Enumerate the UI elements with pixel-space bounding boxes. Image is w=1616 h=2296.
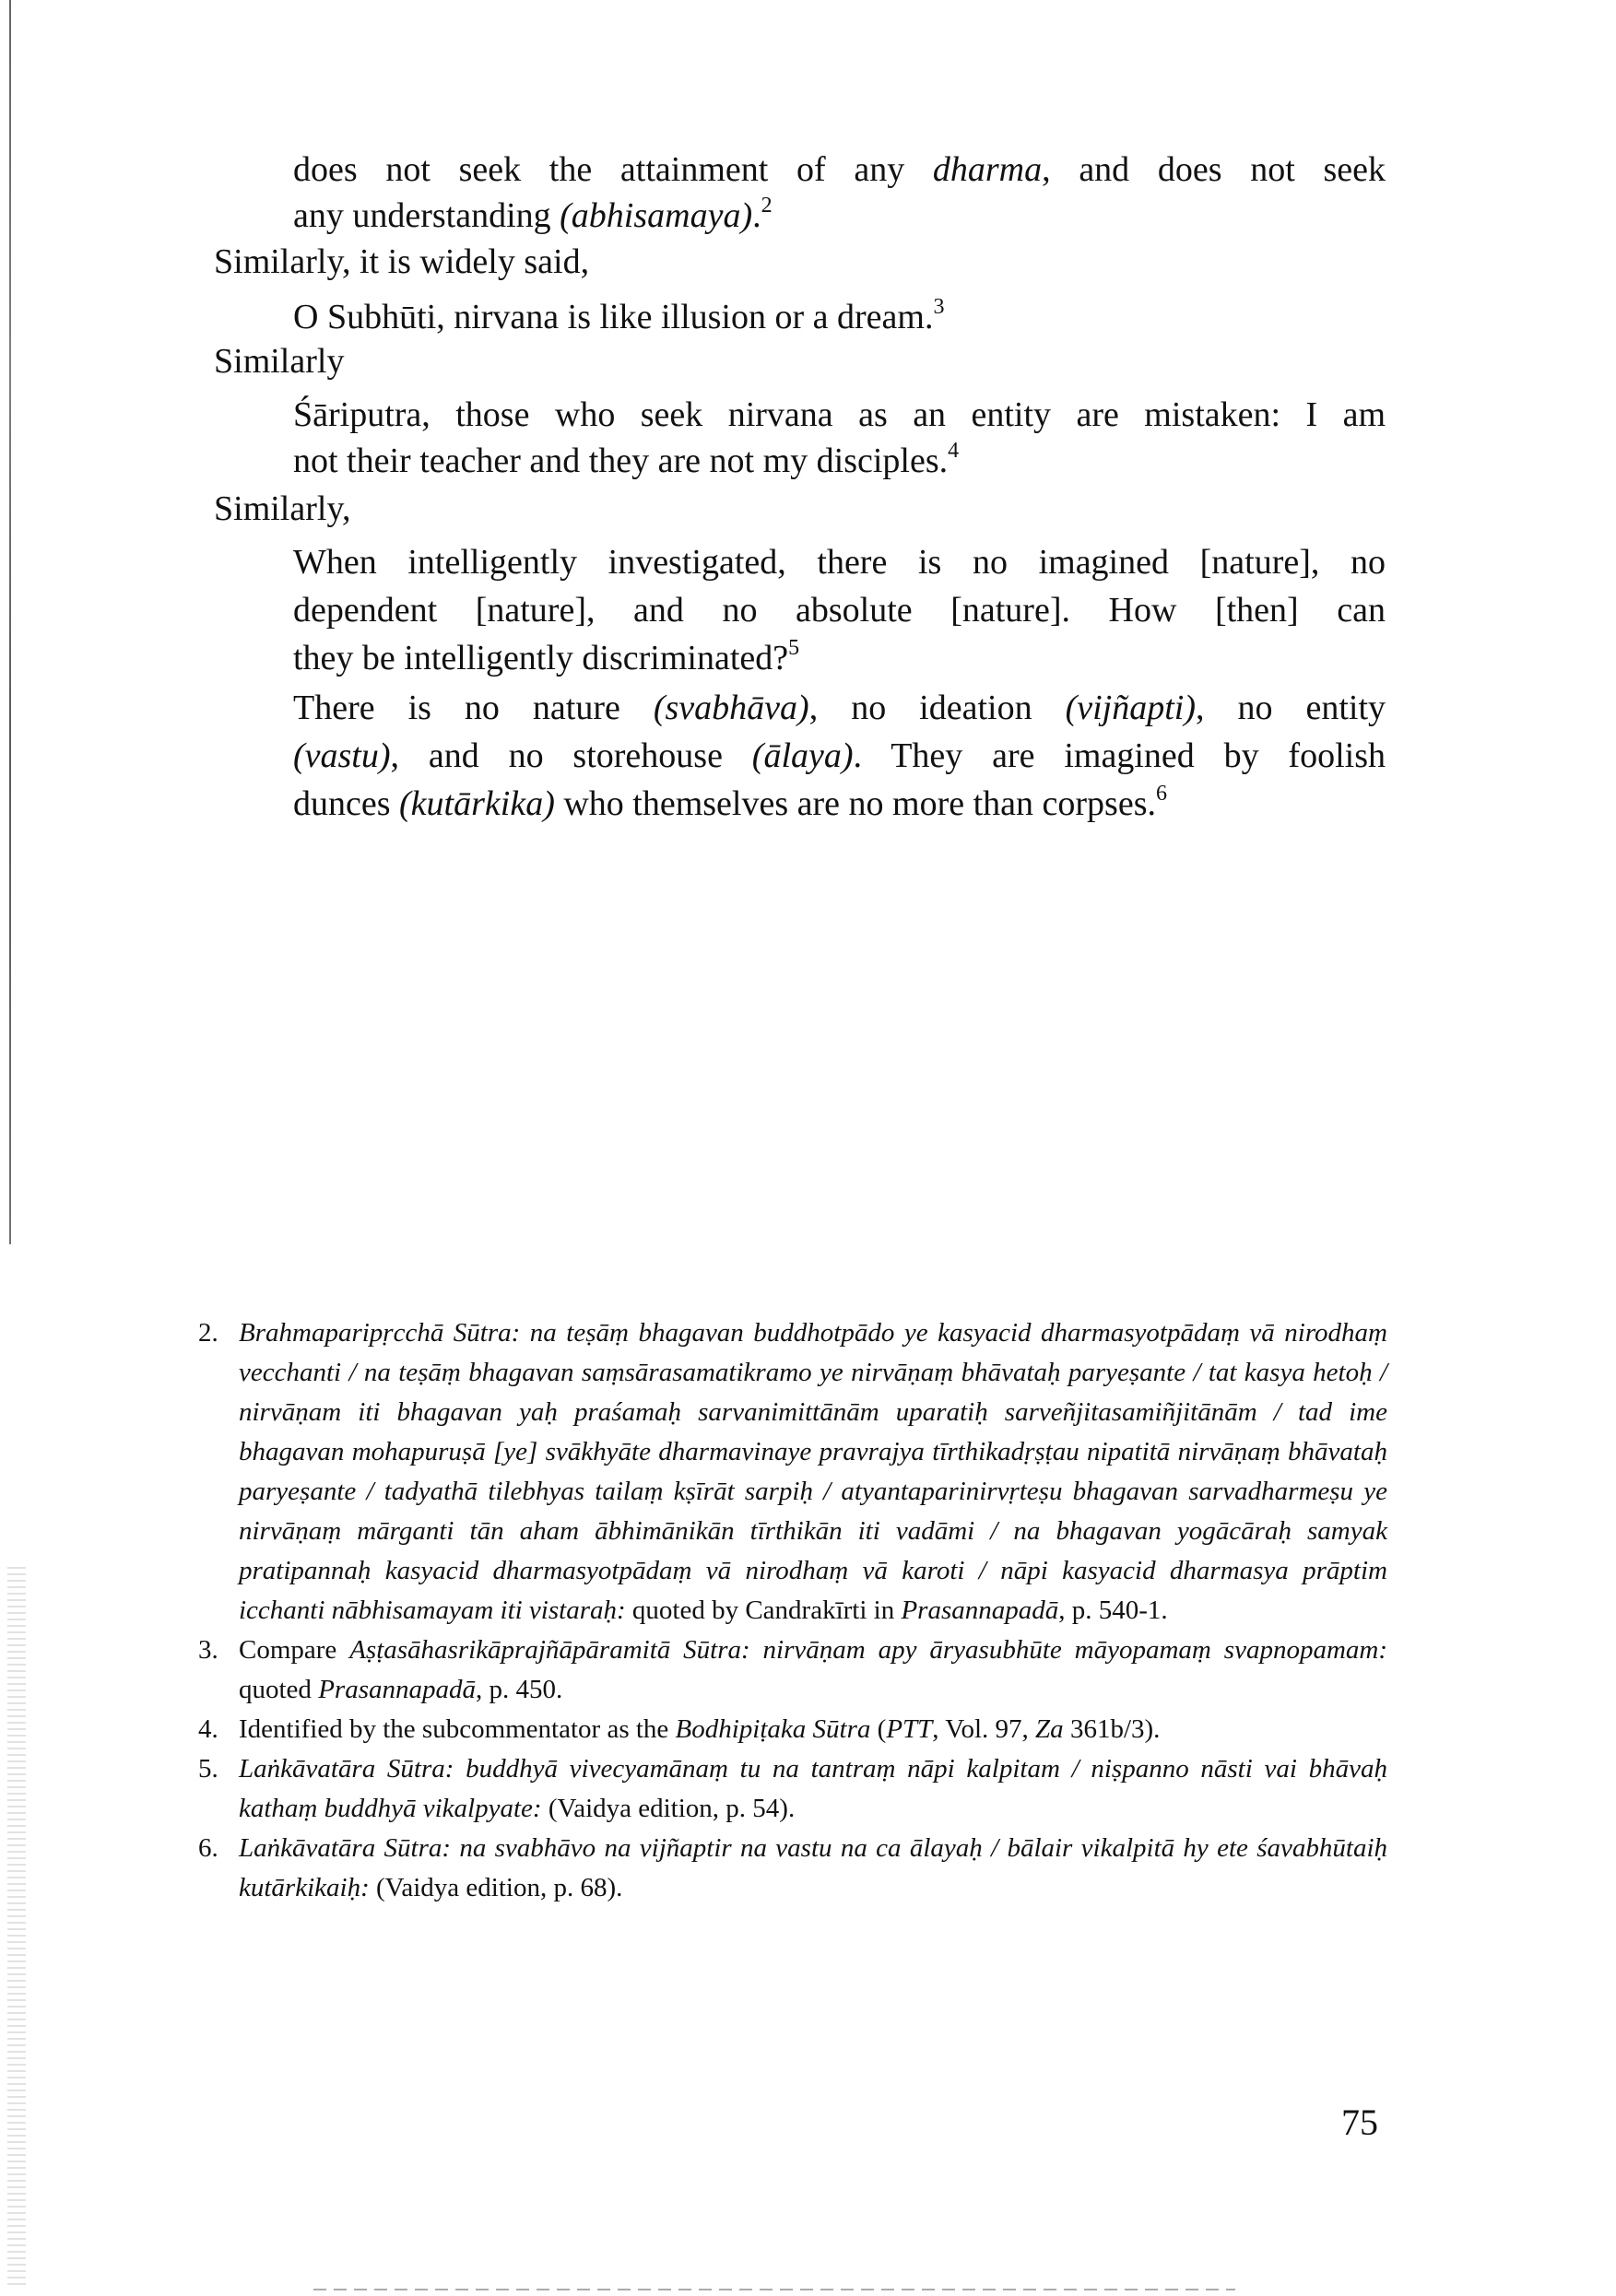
footnote-ref-3: 3 [933,295,945,320]
quote2: O Subhūti, nirvana is like illusion or a dream.$^3$ [293,295,945,336]
footnote-3 [198,1631,1387,1710]
footnote-number: 3. [198,1635,218,1665]
footnote-ref-2: 2 [761,194,773,218]
quote4-line3: they be intelligently discriminated?$^5$ [293,636,800,677]
scan-edge-artifact [9,0,11,1244]
footnote-number: 2. [198,1318,218,1348]
footnote-ref-4: 4 [948,439,960,464]
footnote-6 [198,1829,1387,1908]
footnote-text: Laṅkāvatāra Sūtra: na svabhāvo na vijñaptir na vastu na ca ālayaḥ / bālair vikalpitā hy ete śavabhūtaiḥ kutārkikaiḥ: (Vaidya edition, p. 68). [239,1833,1387,1902]
intro-similarly: Similarly [214,342,345,381]
intro-similarly-widely-said: Similarly, it is widely said, [214,242,590,281]
intro-similarly-comma: Similarly, [214,489,351,528]
footnote-number: 6. [198,1833,218,1863]
footnote-text: Compare Aṣṭasāhasrikāprajñāpāramitā Sūtra: nirvāṇam apy āryasubhūte māyopamaṃ svapnopamam: quoted Prasannapadā, p. 450. [239,1635,1387,1704]
footnote-5 [198,1749,1387,1829]
quote5-line1: There is no nature (svabhāva), no ideation (vijñapti), no entity [293,689,1386,727]
footnotes [198,1313,1387,1908]
footnote-text: Brahmaparipṛcchā Sūtra: na teṣāṃ bhagavan buddhotpādo ye kasyacid dharmasyotpādaṃ vā nirodhaṃ vecchanti / na teṣāṃ bhagavan saṃsārasamatikramo ye nirvāṇaṃ bhāvataḥ paryeṣante / tat kasya hetoḥ / nirvāṇam iti bhagavan yaḥ praśamaḥ sarvanimittānām uparatiḥ sarveñjitasamiñjitānām / tad ime bhagavan mohapuruṣā [ye] svākhyāte dharmavinaye pravrajya tīrthikadṛṣṭau nipatitā nirvāṇaṃ bhāvataḥ paryeṣante / tadyathā tilebhyas tailaṃ kṣīrāt sarpiḥ / atyantaparinirvṛteṣu bhagavan sarvadharmeṣu ye nirvāṇaṃ mārganti tān aham ābhimānikān tīrthikān iti vadāmi / na bhagavan yogācāraḥ samyak pratipannaḥ kasyacid dharmasyotpādaṃ vā nirodhaṃ vā karoti / nāpi kasyacid dharmasya prāptim icchanti nābhisamayam iti vistaraḥ: quoted by Candrakīrti in Prasannapadā, p. 540-1. [239,1318,1387,1625]
quote5-line2: (vastu), and no storehouse (ālaya). They are imagined by foolish [293,736,1386,775]
page-number: 75 [1341,2102,1378,2143]
quote1-line2: any understanding (abhisamaya).$^2$ [293,194,773,235]
quote4-line1: When intelligently investigated, there is no imagined [nature], no [293,543,1386,582]
footnote-ref-5: 5 [788,636,800,661]
quote1-line1: does not seek the attainment of any dharma, and does not seek [293,150,1386,189]
footnote-4 [198,1710,1387,1749]
quote3-line2: not their teacher and they are not my disciples.$^4$ [293,439,960,480]
scan-bottom-artifact [313,2289,1235,2290]
footnote-number: 4. [198,1714,218,1744]
footnote-ref-6: 6 [1156,782,1167,807]
footnote-2 [198,1313,1387,1631]
footnote-text: Laṅkāvatāra Sūtra: buddhyā vivecyamānaṃ tu na tantraṃ nāpi kalpitam / niṣpanno nāsti vai bhāvaḥ kathaṃ buddhyā vikalpyate: (Vaidya edition, p. 54). [239,1754,1387,1823]
footnote-text: Identified by the subcommentator as the Bodhipiṭaka Sūtra (PTT, Vol. 97, Za 361b/3). [239,1714,1161,1744]
quote4-line2: dependent [nature], and no absolute [nature]. How [then] can [293,591,1386,630]
scan-edge-artifact-lower [7,1567,26,2286]
footnote-number: 5. [198,1754,218,1784]
quote5-line3: dunces (kutārkika) who themselves are no more than corpses.$^6$ [293,782,1167,823]
quote3-line1: Śāriputra, those who seek nirvana as an entity are mistaken: I am [293,395,1386,434]
